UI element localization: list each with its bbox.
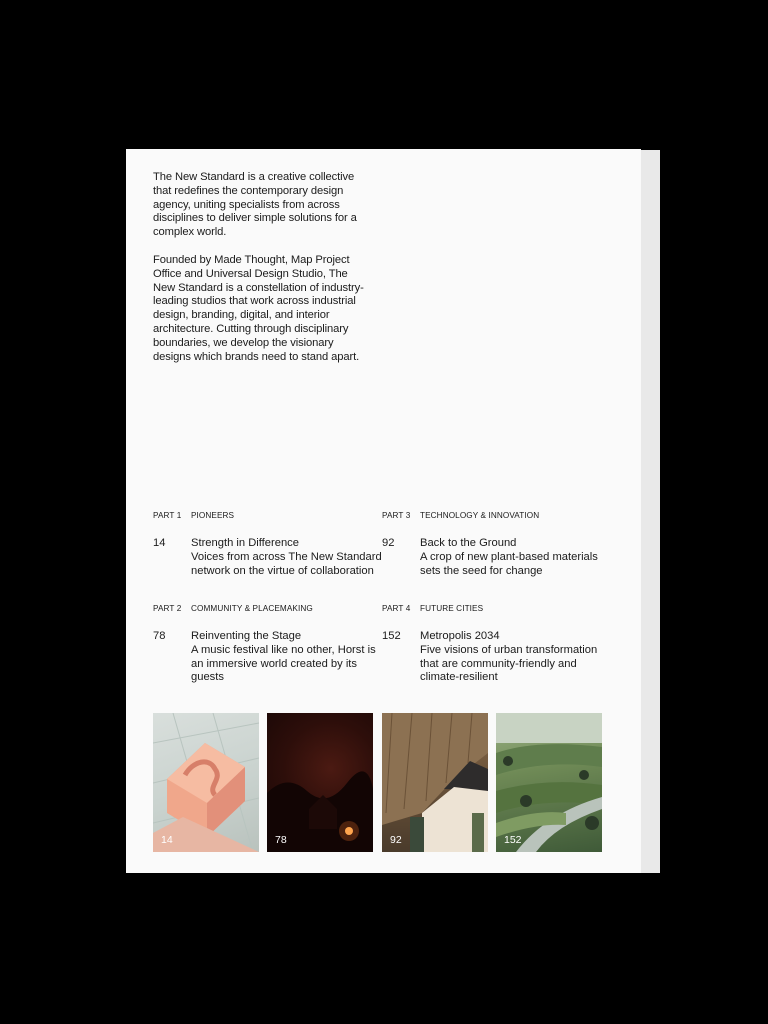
entry-description: Five visions of urban transformation that are community-friendly and climate-resilient	[420, 643, 598, 684]
contents-part-3	[382, 511, 612, 578]
entry-page-number: 14	[153, 537, 166, 549]
city-illustration	[496, 713, 602, 852]
intro-paragraph-1: The New Standard is a creative collective that redefines the contemporary design agency, uniting specialists from across disciplines to deliver simple solutions for a complex world.	[153, 171, 357, 239]
entry-description: A music festival like no other, Horst is an immersive world created by its guests	[191, 643, 376, 684]
thumbnail-thatch-house-photo	[382, 713, 488, 852]
entry-title: Back to the Ground	[420, 537, 517, 549]
model-illustration	[153, 713, 259, 852]
contents-entry[interactable]	[382, 537, 612, 578]
contents-part-2	[153, 604, 383, 685]
part-number: PART 4	[382, 604, 411, 613]
contents-entry[interactable]	[153, 537, 383, 578]
thatch-house-illustration	[382, 713, 488, 852]
part-number: PART 2	[153, 604, 182, 613]
intro-paragraph-2: Founded by Made Thought, Map Project Office and Universal Design Studio, The New Standard is a constellation of industry-leading studios that work across industrial design, branding, digital, and interior architecture. Cutting through disciplinary boundaries, we develop the visionary designs which brands need to stand apart.	[153, 253, 364, 363]
entry-title: Strength in Difference	[191, 537, 300, 549]
part-label	[382, 511, 612, 523]
entry-page-number: 152	[382, 630, 401, 642]
thumbnail-page-number: 14	[161, 834, 173, 846]
document-page	[126, 149, 641, 873]
thumbnail-city-render	[496, 713, 602, 852]
part-title: FUTURE CITIES	[420, 604, 484, 613]
entry-page-number: 92	[382, 537, 395, 549]
part-number: PART 3	[382, 511, 411, 520]
entry-description: A crop of new plant-based materials sets the seed for change	[420, 550, 598, 577]
part-title: COMMUNITY & PLACEMAKING	[191, 604, 313, 613]
part-number: PART 1	[153, 511, 182, 520]
part-title: PIONEERS	[191, 511, 235, 520]
thumbnail-page-number: 152	[504, 834, 522, 846]
part-title: TECHNOLOGY & INNOVATION	[420, 511, 540, 520]
thumbnail-festival-photo	[267, 713, 373, 852]
contents-entry[interactable]	[153, 630, 383, 685]
contents-part-1	[153, 511, 383, 578]
part-label	[382, 604, 612, 616]
part-label	[153, 604, 383, 616]
part-label	[153, 511, 383, 523]
thumbnail-page-number: 78	[275, 834, 287, 846]
entry-title: Metropolis 2034	[420, 630, 500, 642]
contents-entry[interactable]	[382, 630, 612, 685]
entry-title: Reinventing the Stage	[191, 630, 302, 642]
entry-description: Voices from across The New Standard network on the virtue of collaboration	[191, 550, 382, 577]
intro-text	[153, 171, 368, 378]
contents-part-4	[382, 604, 612, 685]
thumbnail-page-number: 92	[390, 834, 402, 846]
festival-illustration	[267, 713, 373, 852]
entry-page-number: 78	[153, 630, 166, 642]
thumbnail-model-photo	[153, 713, 259, 852]
